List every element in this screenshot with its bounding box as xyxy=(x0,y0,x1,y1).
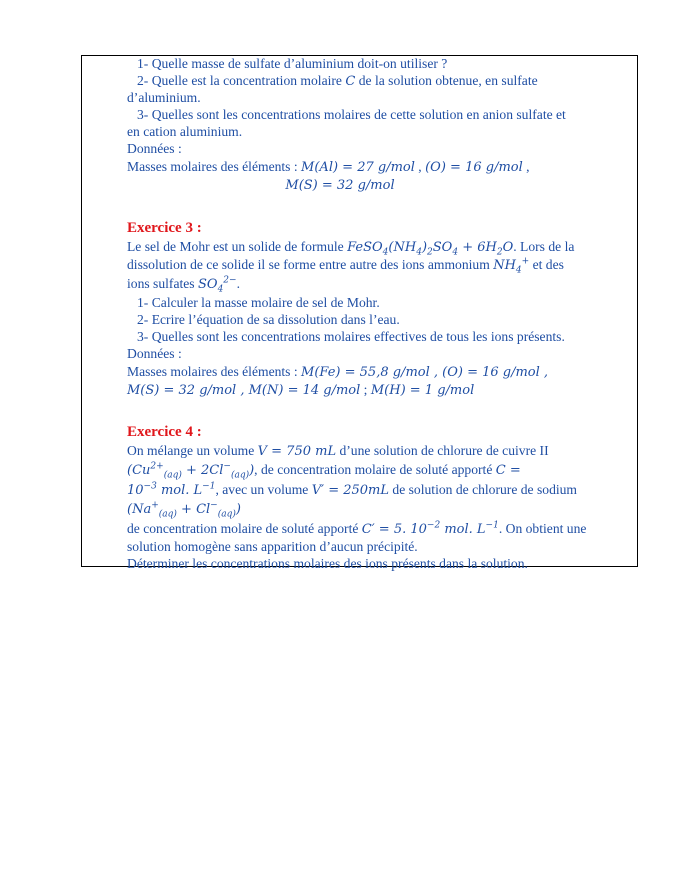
ex3-line-3: ions sulfates $SO_4^{2-}$. xyxy=(127,275,240,295)
ex4-title: Exercice 4 : xyxy=(127,424,202,440)
ex2-question-2: 2- Quelle est la concentration molaire C de la solution obtenue, en sulfate xyxy=(137,73,538,89)
ex2-question-2-cont: d’aluminium. xyxy=(127,90,201,105)
ex4-line-2: $(Cu^{2+}_{(aq)} + 2Cl^-_{(aq)})$, de concentration molaire de soluté apporté C = xyxy=(127,461,521,481)
ex3-title: Exercice 3 : xyxy=(127,220,202,236)
ex3-question-2: 2- Ecrire l’équation de sa dissolution dans l’eau. xyxy=(137,312,400,327)
ex4-line-1: On mélange un volume V = 750 mL d’une solution de chlorure de cuivre II xyxy=(127,443,549,459)
ex2-question-3: 3- Quelles sont les concentrations molaires de cette solution en anion sulfate et xyxy=(137,107,566,122)
ex3-question-3: 3- Quelles sont les concentrations molaires effectives de tous les ions présents. xyxy=(137,329,565,344)
ex2-masses: Masses molaires des éléments : M(Al) = 27 g/mol , (O) = 16 g/mol , xyxy=(127,159,530,175)
ex2-question-1: 1- Quelle masse de sulfate d’aluminium doit-on utiliser ? xyxy=(137,56,448,71)
ex4-line-5: de concentration molaire de soluté apporté C′ = 5. $10^{-2}$ mol. $L^{-1}$. On obtient une xyxy=(127,520,587,537)
ex4-line-3: $10^{-3}$ mol. $L^{-1}$, avec un volume V′ = 250mL de solution de chlorure de sodium xyxy=(127,481,578,498)
ex4-line-6: solution homogène sans apparition d’aucun précipité. xyxy=(127,539,418,554)
ex2-question-3-cont: en cation aluminium. xyxy=(127,124,243,139)
ex4-line-4: $(Na^+_{(aq)} + Cl^-_{(aq)})$ xyxy=(127,500,241,520)
ex3-donnees: Données : xyxy=(127,346,182,361)
ex3-line-2: dissolution de ce solide il se forme entre autre des ions ammonium $NH_4^+$ et des xyxy=(127,256,564,276)
ex2-donnees: Données : xyxy=(127,141,182,156)
ex4-line-7: Déterminer les concentrations molaires des ions présents dans la solution. xyxy=(127,556,528,571)
ex3-line-1: Le sel de Mohr est un solide de formule $FeSO_4(NH_4)_2SO_4 + 6H_2O$. Lors de la xyxy=(127,239,575,258)
ex3-question-1: 1- Calculer la masse molaire de sel de Mohr. xyxy=(137,295,380,310)
ex3-masses-1: Masses molaires des éléments : M(Fe) = 55,8 g/mol , (O) = 16 g/mol , xyxy=(127,364,549,380)
ex2-masses-s: M(S) = 32 g/mol xyxy=(285,178,395,193)
ex3-masses-2: M(S) = 32 g/mol , M(N) = 14 g/mol ; M(H) = 1 g/mol xyxy=(127,382,475,398)
